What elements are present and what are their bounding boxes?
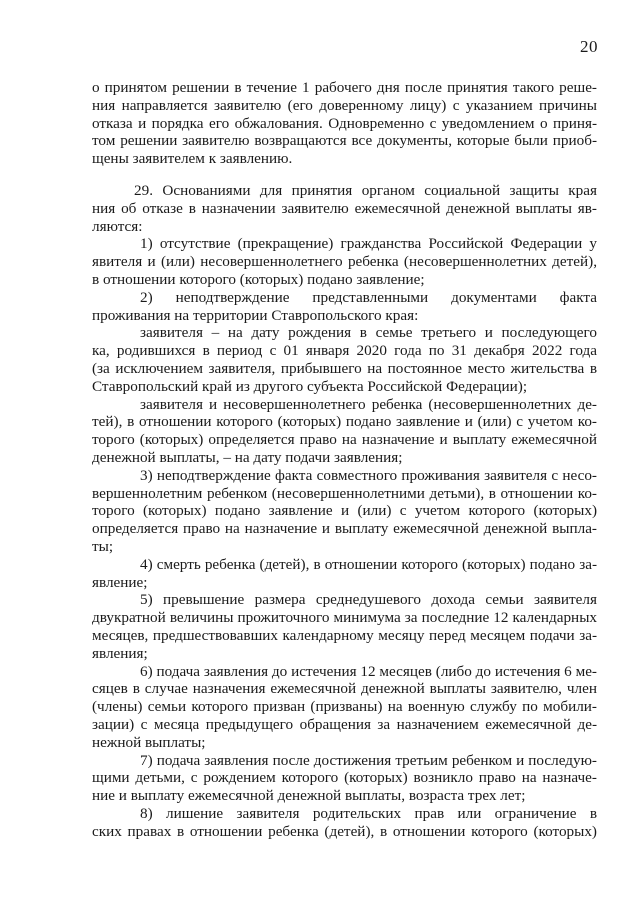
text-line: вершеннолетним ребенком (несовершеннолетними детьми), в отношении ко- — [92, 484, 597, 502]
text-line: ка, родившихся в период с 01 января 2020 года по 31 декабря 2022 года — [92, 342, 597, 360]
text-line: денежной выплаты, – на дату подачи заявления; — [92, 448, 403, 466]
text-line: в отношении которого (которых) подано заявление; — [92, 270, 425, 288]
text-line: 3) неподтверждение факта совместного проживания заявителя с несо- — [140, 466, 597, 484]
text-line: ты; — [92, 537, 114, 555]
text-line: 8) лишение заявителя родительских прав или ограничение в — [140, 804, 597, 822]
page-number: 20 — [580, 37, 598, 56]
text-line: (за исключением заявителя, прибывшего на постоянное место жительства в — [92, 359, 597, 377]
text-line: зации) с месяца предыдущего обращения за назначением ежемесячной де- — [92, 715, 597, 733]
text-line: нежной выплаты; — [92, 733, 206, 751]
text-line: ских правах в отношении ребенка (детей), в отношении которого (которых) — [92, 822, 597, 840]
text-line: о принятом решении в течение 1 рабочего дня после принятия такого реше- — [92, 79, 597, 96]
text-line: Ставропольский край из другого субъекта Российской Федерации); — [92, 377, 528, 395]
text-line: ние и выплату ежемесячной денежной выплаты, возраста трех лет; — [92, 787, 526, 805]
text-line: 6) подача заявления до истечения 12 месяцев (либо до истечения 6 ме- — [140, 662, 597, 680]
text-line: торого (которых) определяется право на назначение и выплату ежемесячной — [92, 431, 597, 449]
text-line: месяцев, предшествовавших календарному месяцу перед месяцем подачи за- — [92, 626, 597, 644]
text-line: 2) неподтверждение представленными документами факта — [140, 288, 597, 306]
text-line: 5) превышение размера среднедушевого дохода семьи заявителя — [140, 591, 597, 609]
text-line: двукратной величины прожиточного минимума за последние 12 календарных — [92, 609, 597, 627]
text-line: 7) подача заявления после достижения третьим ребенком и последую- — [140, 751, 597, 769]
text-line: определяется право на назначение и выплату ежемесячной денежной выпла- — [92, 520, 597, 538]
text-line: явление; — [92, 573, 148, 591]
text-line: явления; — [92, 644, 148, 662]
text-line: 4) смерть ребенка (детей), в отношении которого (которых) подано за- — [140, 555, 597, 573]
text-line: том решении заявителю возвращаются все документы, которые были приоб- — [92, 132, 597, 150]
text-line: сяцев в случае назначения ежемесячной денежной выплаты заявителю, член — [92, 680, 597, 698]
text-line: щены заявителем к заявлению. — [92, 150, 293, 168]
continuation-paragraph — [92, 79, 597, 168]
text-line: заявителя – на дату рождения в семье третьего и последующего — [140, 324, 597, 342]
text-line: заявителя и несовершеннолетнего ребенка (несовершеннолетних де- — [140, 395, 597, 413]
text-line: 29. Основаниями для принятия органом социальной защиты края — [134, 182, 597, 199]
text-line: (члены) семьи которого призван (призваны) на военную службу по мобили- — [92, 698, 597, 716]
text-line: торого (которых) подано заявление и (или) с учетом которого (которых) — [92, 502, 597, 520]
section-29 — [92, 182, 597, 840]
text-line: проживания на территории Ставропольского края: — [92, 306, 419, 324]
text-line: явителя и (или) несовершеннолетнего ребенка (несовершеннолетних детей), — [92, 253, 597, 271]
text-line: щими детьми, с рождением которого (которых) возникло право на назначе- — [92, 769, 597, 787]
text-line: ляются: — [92, 217, 143, 235]
text-line: ния об отказе в назначении заявителю ежемесячной денежной выплаты яв- — [92, 199, 597, 217]
text-line: отказа и порядка его обжалования. Одновременно с уведомлением о приня- — [92, 114, 597, 132]
text-line: тей), в отношении которого (которых) подано заявление и (или) с учетом ко- — [92, 413, 597, 431]
text-line: ния направляется заявителю (его доверенному лицу) с указанием причины — [92, 96, 597, 114]
text-line: 1) отсутствие (прекращение) гражданства Российской Федерации у — [140, 235, 597, 253]
